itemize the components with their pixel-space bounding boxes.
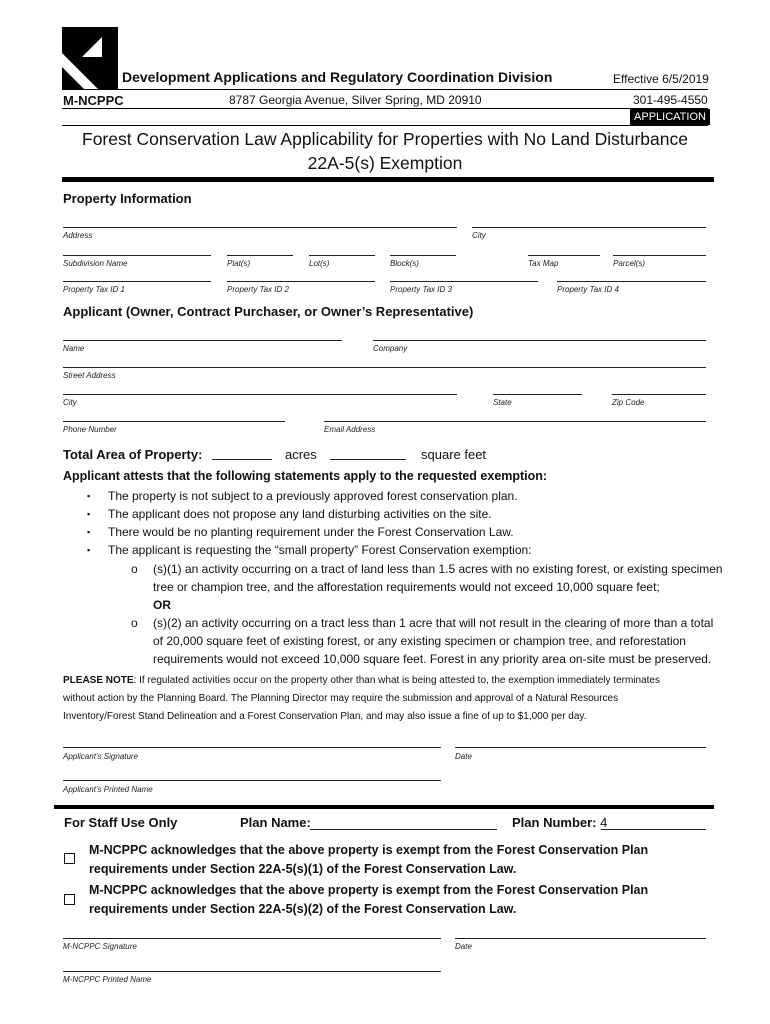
mncppc-date-line xyxy=(455,938,706,939)
applicant-name-input[interactable] xyxy=(63,325,342,339)
address-label: Address xyxy=(63,231,93,240)
tax-id-2-input[interactable] xyxy=(227,266,375,280)
applicant-printed-name-line xyxy=(63,780,441,781)
sub-marker: o xyxy=(131,562,138,576)
city-label: City xyxy=(472,231,486,240)
parcel-label: Parcel(s) xyxy=(613,259,646,268)
tax-id-1-line xyxy=(63,281,211,282)
address-line xyxy=(63,227,457,228)
lot-line xyxy=(309,255,375,256)
tax-id-2-label: Property Tax ID 2 xyxy=(227,285,289,294)
email-label: Email Address xyxy=(324,425,376,434)
title-rule xyxy=(62,177,714,182)
section-heading-property: Property Information xyxy=(63,191,192,206)
city-line xyxy=(472,227,706,228)
tax-id-3-line xyxy=(390,281,538,282)
block-label: Block(s) xyxy=(390,259,419,268)
plat-line xyxy=(227,255,293,256)
email-line xyxy=(324,421,706,422)
attest-heading: Applicant attests that the following statements apply to the requested exemption: xyxy=(63,469,548,483)
applicant-city-label: City xyxy=(63,398,77,407)
please-note-line3: Inventory/Forest Stand Delineation and a Forest Conservation Plan, and may also issue a fine of up to $1,000 per day. xyxy=(63,711,587,722)
acres-input[interactable] xyxy=(212,444,272,458)
mncppc-printed-name-label: M-NCPPC Printed Name xyxy=(63,975,152,984)
mncppc-date-label: Date xyxy=(455,942,472,951)
street-address-label: Street Address xyxy=(63,371,116,380)
please-note-text-1: : If regulated activities occur on the property other than what is being attested to, the exemption immediately terminates xyxy=(133,675,660,686)
tax-id-1-input[interactable] xyxy=(63,266,211,280)
total-area-label: Total Area of Property: xyxy=(63,447,203,462)
applicant-name-label: Name xyxy=(63,344,85,353)
ack-s1-line1: M-NCPPC acknowledges that the above property is exempt from the Forest Conservation Plan xyxy=(89,843,649,857)
header-rule-1 xyxy=(62,89,708,90)
ack-s2-line1: M-NCPPC acknowledges that the above property is exempt from the Forest Conservation Plan xyxy=(89,883,649,897)
subdivision-label: Subdivision Name xyxy=(63,259,128,268)
zip-line xyxy=(612,394,706,395)
bullet-marker: ▪ xyxy=(87,491,91,501)
please-note-line2: without action by the Planning Board. The Planning Director may require the submission and approval of a Natural Resources xyxy=(63,693,619,704)
plat-label: Plat(s) xyxy=(227,259,251,268)
tax-id-4-input[interactable] xyxy=(557,266,706,280)
bullet-marker: ▪ xyxy=(87,545,91,555)
block-line xyxy=(390,255,456,256)
exemption-s2-line1: (s)(2) an activity occurring on a tract less than 1 acre that will not result in the clearing of more than a total xyxy=(153,616,714,630)
tax-map-input[interactable] xyxy=(528,240,600,254)
applicant-date-line xyxy=(455,747,706,748)
parcel-line xyxy=(613,255,706,256)
tax-id-2-line xyxy=(227,281,375,282)
form-title-line1: Forest Conservation Law Applicability for Properties with No Land Disturbance xyxy=(82,129,688,149)
city-input[interactable] xyxy=(472,212,706,226)
block-input[interactable] xyxy=(390,240,456,254)
tax-map-label: Tax Map xyxy=(528,259,559,268)
header-rule-2 xyxy=(62,108,708,109)
effective-date: Effective 6/5/2019 xyxy=(613,72,709,86)
applicant-date-label: Date xyxy=(455,752,472,761)
sqft-input[interactable] xyxy=(330,444,406,458)
company-label: Company xyxy=(373,344,408,353)
lot-label: Lot(s) xyxy=(309,259,330,268)
org-name: M-NCPPC xyxy=(63,93,124,108)
mncppc-logo-icon xyxy=(62,27,118,89)
mncppc-signature-label: M-NCPPC Signature xyxy=(63,942,137,951)
mncppc-signature-input[interactable] xyxy=(63,922,441,936)
staff-use-heading: For Staff Use Only xyxy=(64,815,178,830)
zip-label: Zip Code xyxy=(612,398,645,407)
state-line xyxy=(493,394,582,395)
subdivision-input[interactable] xyxy=(63,240,211,254)
please-note-line1 xyxy=(63,672,660,690)
attest-bullet-2: The applicant does not propose any land disturbing activities on the site. xyxy=(108,507,492,521)
plan-name-label: Plan Name: xyxy=(240,815,311,830)
applicant-city-input[interactable] xyxy=(63,379,457,393)
applicant-signature-input[interactable] xyxy=(63,731,441,745)
tax-id-3-input[interactable] xyxy=(390,266,538,280)
sqft-line xyxy=(330,459,406,460)
bullet-marker: ▪ xyxy=(87,509,91,519)
attest-bullet-4: The applicant is requesting the “small property” Forest Conservation exemption: xyxy=(108,543,532,557)
application-badge: APPLICATION xyxy=(630,109,710,125)
phone-label: Phone Number xyxy=(63,425,117,434)
tax-id-3-label: Property Tax ID 3 xyxy=(390,285,452,294)
ack-s1-line2: requirements under Section 22A-5(s)(1) of the Forest Conservation Law. xyxy=(89,862,517,876)
division-title: Development Applications and Regulatory Coordination Division xyxy=(122,69,553,85)
please-note-label: PLEASE NOTE xyxy=(63,675,134,686)
bullet-marker: ▪ xyxy=(87,527,91,537)
exemption-s2-line2: of 20,000 square feet of existing forest, or any existing specimen or champion tree, and reforestation xyxy=(153,634,686,648)
exemption-s1-line2: tree or champion tree, and the afforestation requirements would not exceed 10,000 square feet; xyxy=(153,580,660,594)
tax-id-4-label: Property Tax ID 4 xyxy=(557,285,619,294)
state-label: State xyxy=(493,398,512,407)
mncppc-signature-line xyxy=(63,938,441,939)
phone-input[interactable] xyxy=(63,406,285,420)
mncppc-date-input[interactable] xyxy=(455,922,706,936)
applicant-name-line xyxy=(63,340,342,341)
applicant-printed-name-label: Applicant’s Printed Name xyxy=(63,785,153,794)
exemption-s2-checkbox[interactable] xyxy=(64,894,75,905)
plan-number-field xyxy=(512,815,607,830)
phone-line xyxy=(63,421,285,422)
plan-number-line xyxy=(601,829,706,830)
ack-s2-line2: requirements under Section 22A-5(s)(2) of the Forest Conservation Law. xyxy=(89,902,517,916)
acres-unit: acres xyxy=(285,447,317,462)
lot-input[interactable] xyxy=(309,240,375,254)
plan-name-input[interactable] xyxy=(310,813,497,827)
plat-input[interactable] xyxy=(227,240,293,254)
mncppc-printed-name-input[interactable] xyxy=(63,955,441,969)
plan-number-value[interactable]: 4 xyxy=(600,815,608,830)
street-address-line xyxy=(63,367,706,368)
header-rule-3 xyxy=(62,125,708,126)
address-input[interactable] xyxy=(63,212,457,226)
mncppc-printed-name-line xyxy=(63,971,441,972)
form-title-line2: 22A-5(s) Exemption xyxy=(307,153,463,173)
org-address: 8787 Georgia Avenue, Silver Spring, MD 20910 xyxy=(229,93,482,107)
plan-number-label: Plan Number: xyxy=(512,815,597,830)
sqft-unit: square feet xyxy=(421,447,487,462)
section-heading-applicant: Applicant (Owner, Contract Purchaser, or Owner’s Representative) xyxy=(63,304,474,319)
acres-line xyxy=(212,459,272,460)
applicant-date-input[interactable] xyxy=(455,731,706,745)
parcel-input[interactable] xyxy=(613,240,706,254)
org-phone: 301-495-4550 xyxy=(633,93,708,107)
attest-bullet-3: There would be no planting requirement under the Forest Conservation Law. xyxy=(108,525,514,539)
state-input[interactable] xyxy=(493,379,582,393)
company-line xyxy=(373,340,706,341)
street-address-input[interactable] xyxy=(63,352,706,366)
exemption-s1-line1: (s)(1) an activity occurring on a tract of land less than 1.5 acres with no existing forest, or existing specimen xyxy=(153,562,723,576)
exemption-s2-line3: requirements would not exceed 10,000 square feet. Forest in any priority area on-site must be preserved. xyxy=(153,652,712,666)
applicant-city-line xyxy=(63,394,457,395)
exemption-s1-checkbox[interactable] xyxy=(64,853,75,864)
or-separator: OR xyxy=(153,598,171,612)
applicant-signature-label: Applicant’s Signature xyxy=(63,752,139,761)
subdivision-line xyxy=(63,255,211,256)
zip-input[interactable] xyxy=(612,379,706,393)
sub-marker: o xyxy=(131,616,138,630)
tax-id-4-line xyxy=(557,281,706,282)
tax-id-1-label: Property Tax ID 1 xyxy=(63,285,125,294)
company-input[interactable] xyxy=(373,325,706,339)
attest-bullet-1: The property is not subject to a previously approved forest conservation plan. xyxy=(108,489,518,503)
plan-name-line xyxy=(310,829,497,830)
applicant-signature-line xyxy=(63,747,441,748)
tax-map-line xyxy=(528,255,600,256)
staff-section-rule xyxy=(54,805,714,809)
email-input[interactable] xyxy=(324,406,706,420)
applicant-printed-name-input[interactable] xyxy=(63,764,441,778)
